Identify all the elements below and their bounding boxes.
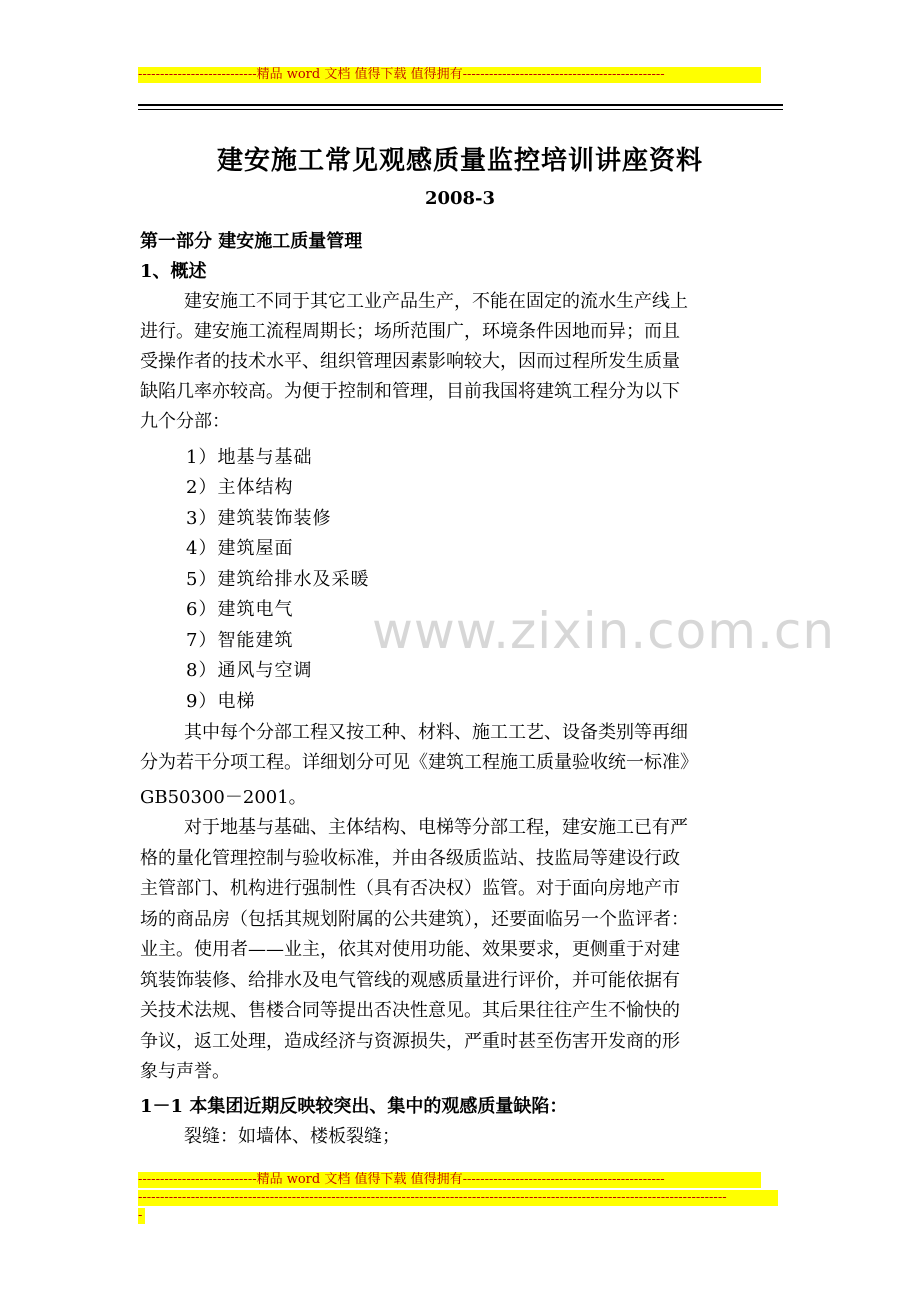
paragraph1-line: 建安施工不同于其它工业产品生产，不能在固定的流水生产线上 (184, 291, 688, 312)
header-rule-thick (138, 104, 783, 106)
paragraph3-line: 业主。使用者——业主，依其对使用功能、效果要求，更侧重于对建 (140, 939, 680, 960)
paragraph1-line: 九个分部： (140, 411, 230, 432)
header-rule-thin (138, 109, 783, 110)
paragraph3-line: 争议，返工处理，造成经济与资源损失，严重时甚至伤害开发商的形 (140, 1031, 680, 1052)
footer-banner-tail: - (138, 1208, 145, 1224)
watermark: www.zixin.com.cn (372, 602, 836, 660)
section1-heading: 1、概述 (140, 261, 207, 282)
division-item: 2）主体结构 (186, 477, 294, 498)
header-banner: ---------------------------精品 word 文档 值得下载 值得拥有---------------------------------------------- (138, 67, 761, 83)
paragraph2-line: 分为若干分项工程。详细划分可见《建筑工程施工质量验收统一标准》 (140, 752, 698, 773)
document-date: 2008-3 (424, 188, 496, 209)
division-item: 8）通风与空调 (186, 660, 313, 681)
footer-banner-dashes: -------------------------------------------------------------------------------------------------------------------------------------- (138, 1190, 778, 1206)
division-item: 1）地基与基础 (186, 447, 313, 468)
division-item: 9）电梯 (186, 691, 256, 712)
division-item: 6）建筑电气 (186, 599, 294, 620)
footer-banner: ---------------------------精品 word 文档 值得下载 值得拥有---------------------------------------------- (138, 1172, 761, 1188)
division-item: 7）智能建筑 (186, 630, 294, 651)
section1-1-heading: 1－1 本集团近期反映较突出、集中的观感质量缺陷： (140, 1096, 568, 1117)
paragraph3-line: 关技术法规、售楼合同等提出否决性意见。其后果往往产生不愉快的 (140, 1000, 680, 1021)
division-item: 4）建筑屋面 (186, 538, 294, 559)
paragraph3-line: 对于地基与基础、主体结构、电梯等分部工程，建安施工已有严 (184, 817, 688, 838)
paragraph1-line: 受操作者的技术水平、组织管理因素影响较大，因而过程所发生质量 (140, 351, 680, 372)
paragraph3-line: 场的商品房（包括其规划附属的公共建筑），还要面临另一个监评者： (140, 909, 689, 930)
document-title: 建安施工常见观感质量监控培训讲座资料 (216, 146, 703, 176)
division-item: 3）建筑装饰装修 (186, 508, 332, 529)
division-item: 5）建筑给排水及采暖 (186, 569, 370, 590)
paragraph3-line: 象与声誉。 (140, 1061, 230, 1082)
paragraph2-line: GB50300－2001。 (140, 787, 307, 808)
paragraph1-line: 进行。建安施工流程周期长；场所范围广，环境条件因地而异；而且 (140, 321, 680, 342)
paragraph1-line: 缺陷几率亦较高。为便于控制和管理，目前我国将建筑工程分为以下 (140, 381, 680, 402)
part1-heading: 第一部分 建安施工质量管理 (140, 231, 363, 252)
paragraph3-line: 格的量化管理控制与验收标准，并由各级质监站、技监局等建设行政 (140, 848, 680, 869)
paragraph2-line: 其中每个分部工程又按工种、材料、施工工艺、设备类别等再细 (184, 722, 688, 743)
paragraph3-line: 主管部门、机构进行强制性（具有否决权）监管。对于面向房地产市 (140, 878, 680, 899)
paragraph3-line: 筑装饰装修、给排水及电气管线的观感质量进行评价，并可能依据有 (140, 970, 680, 991)
crack-line: 裂缝：如墙体、楼板裂缝； (184, 1126, 400, 1147)
